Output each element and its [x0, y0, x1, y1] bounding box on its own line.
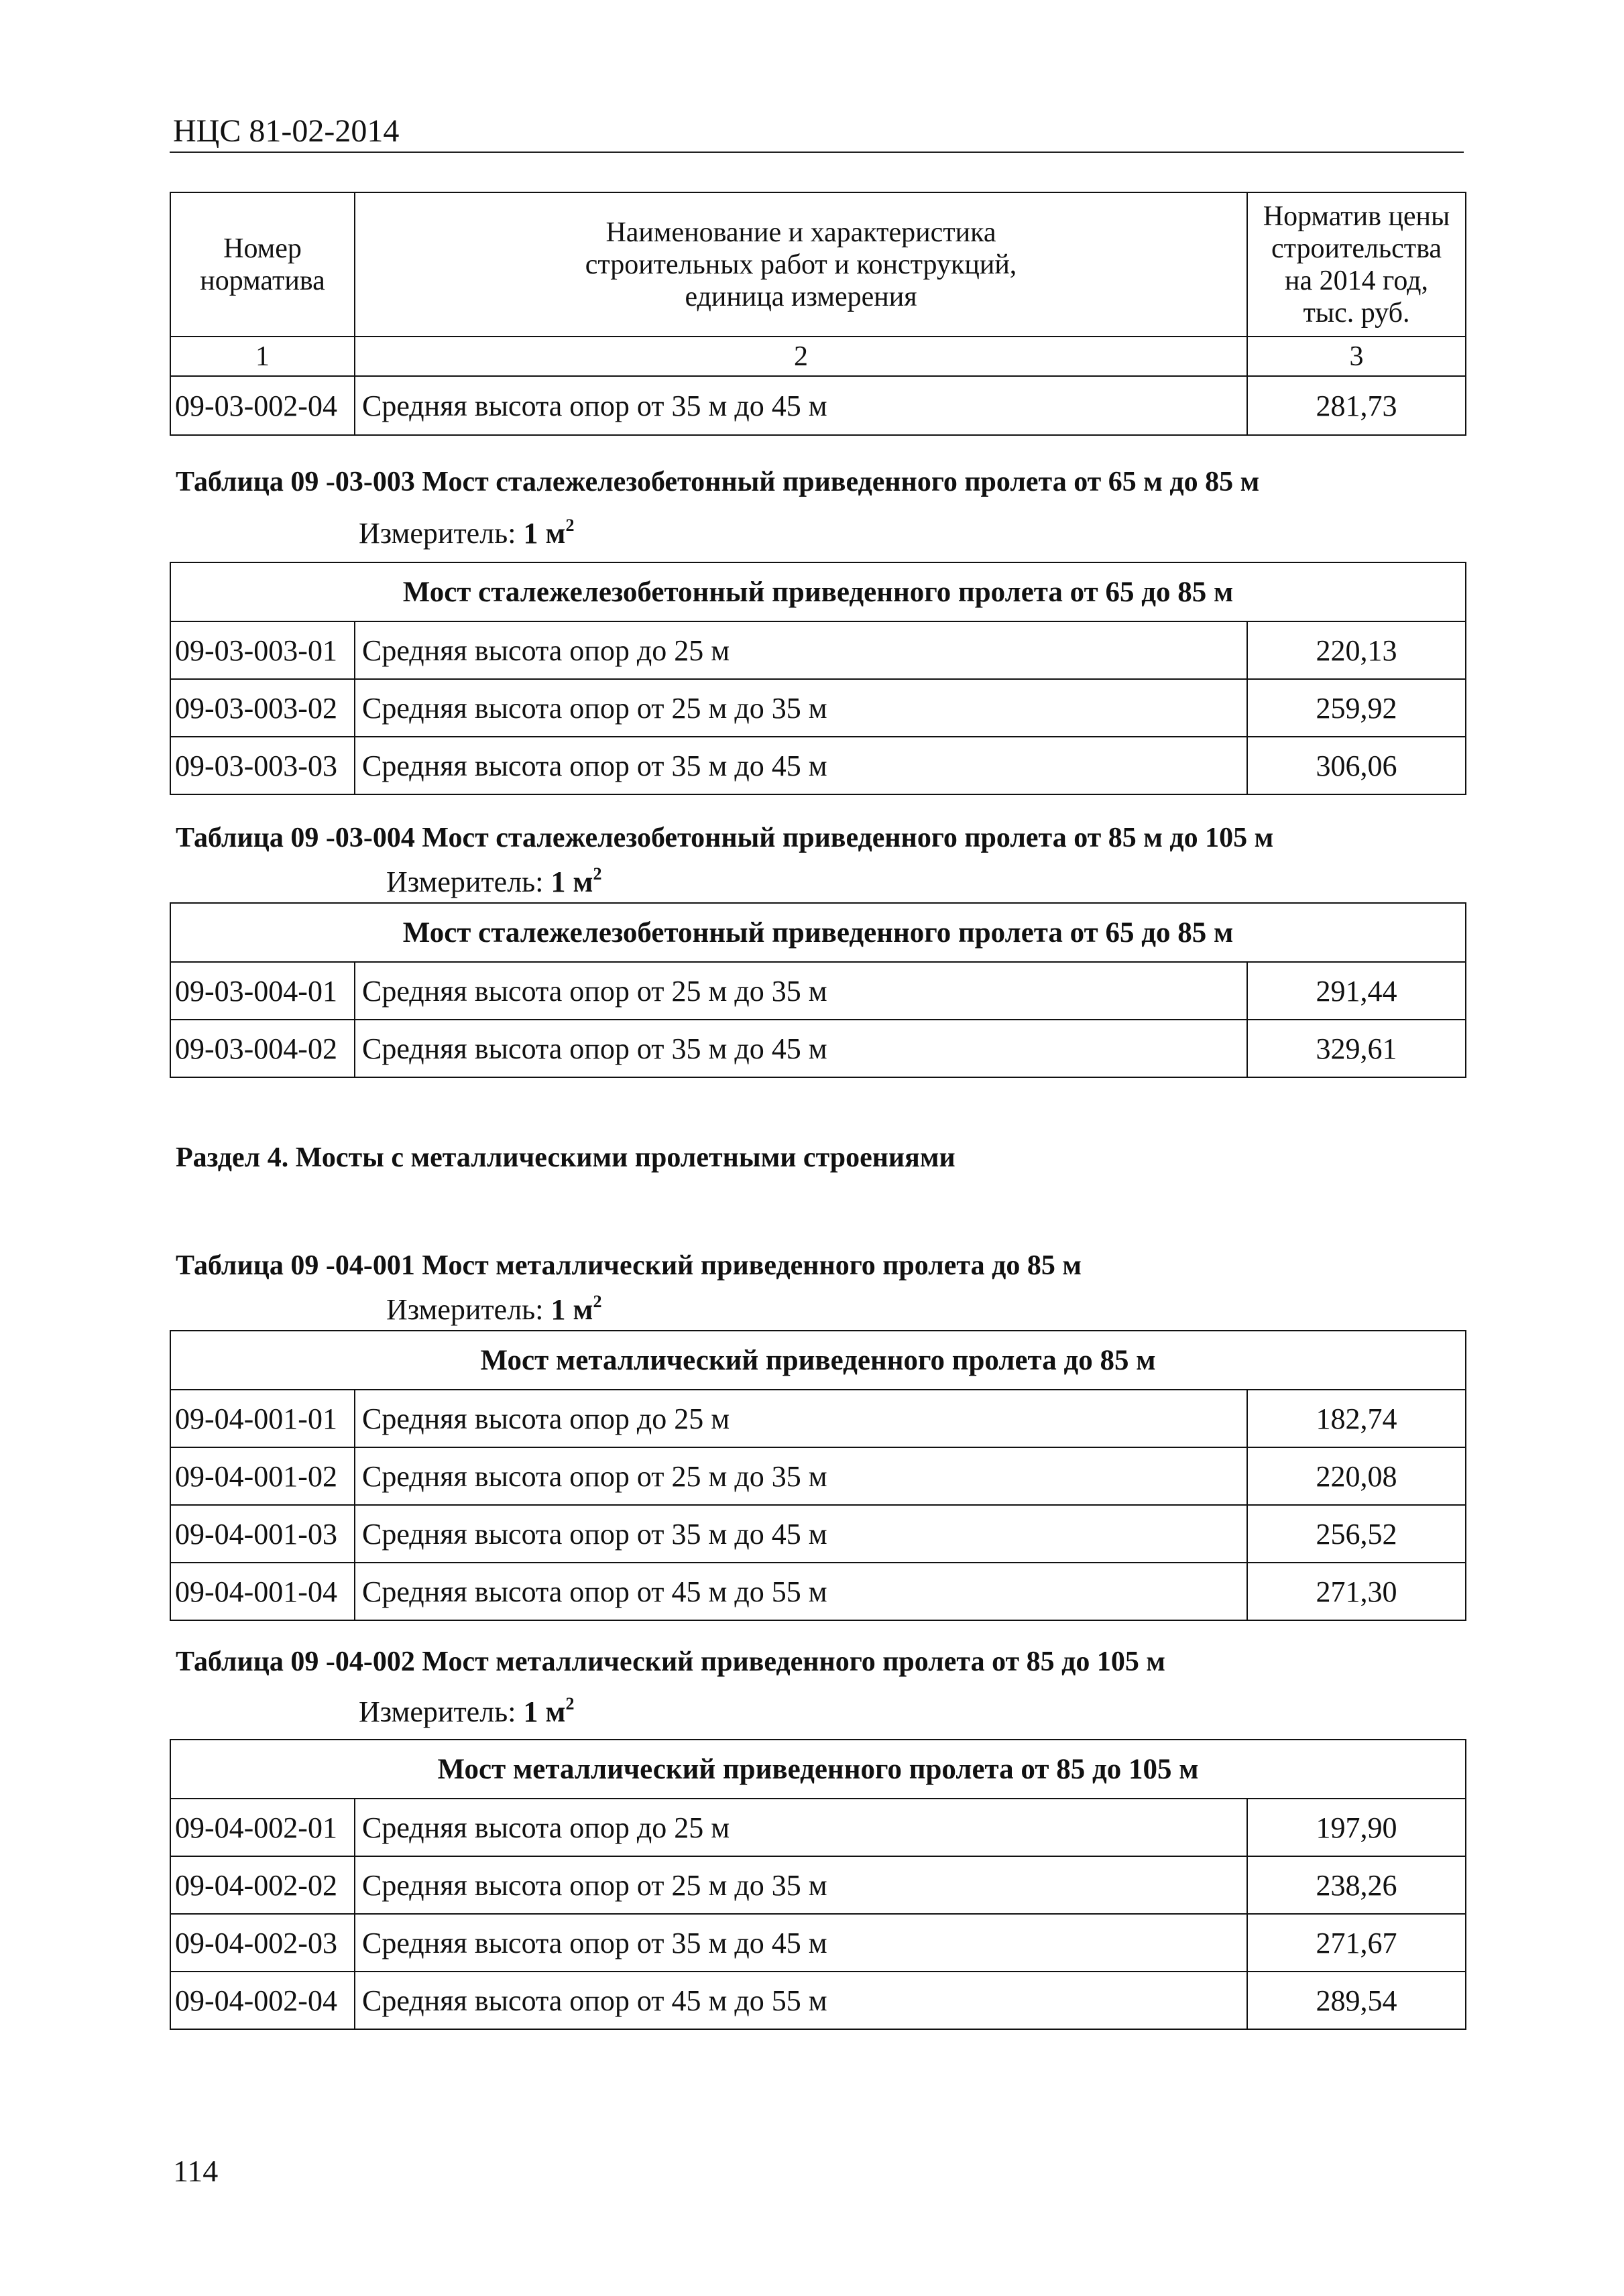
- header-rule: [170, 152, 1464, 153]
- column-header-name: Наименование и характеристика строительных работ и конструкций, единица измерения: [355, 192, 1247, 337]
- unit-value: 1 м: [523, 1695, 566, 1728]
- table-caption: Мост сталежелезобетонный приведенного пролета от 65 до 85 м: [170, 562, 1466, 621]
- unit-label: Измеритель:: [359, 517, 516, 550]
- table-row: [170, 1972, 1466, 2029]
- column-header-code: Номер норматива: [170, 192, 355, 337]
- norm-code: 09-04-002-01: [170, 1799, 355, 1856]
- table-caption-row: [170, 1331, 1466, 1390]
- unit-line: [359, 1695, 574, 1729]
- norm-code: 09-03-002-04: [170, 376, 355, 435]
- unit-label: Измеритель:: [359, 1695, 516, 1728]
- unit-line: [386, 1293, 601, 1327]
- table-title: Таблица 09 -04-002 Мост металлический приведенного пролета от 85 до 105 м: [176, 1646, 1166, 1677]
- unit-exponent: 2: [565, 1694, 575, 1713]
- unit-line: [359, 517, 574, 550]
- unit-label: Измеритель:: [386, 865, 544, 898]
- norm-code: 09-03-003-02: [170, 679, 355, 737]
- table-row: [170, 1390, 1466, 1447]
- norm-code: 09-03-003-01: [170, 621, 355, 679]
- table-caption: Мост металлический приведенного пролета до 85 м: [170, 1331, 1466, 1390]
- table-caption: Мост сталежелезобетонный приведенного пролета от 65 до 85 м: [170, 903, 1466, 962]
- norm-value: 289,54: [1247, 1972, 1466, 2029]
- table-title: Таблица 09 -03-003 Мост сталежелезобетонный приведенного пролета от 65 м до 85 м: [176, 467, 1260, 497]
- table-row: [170, 962, 1466, 1020]
- unit-exponent: 2: [565, 516, 575, 535]
- unit-exponent: 2: [593, 864, 602, 884]
- table-row: [170, 1914, 1466, 1972]
- norm-value: 306,06: [1247, 737, 1466, 794]
- norm-name: Средняя высота опор до 25 м: [355, 1799, 1247, 1856]
- norm-name: Средняя высота опор до 25 м: [355, 1390, 1247, 1447]
- norm-code: 09-04-001-03: [170, 1505, 355, 1563]
- table-row: [170, 1447, 1466, 1505]
- norm-code: 09-04-002-04: [170, 1972, 355, 2029]
- table-row: [170, 737, 1466, 794]
- norm-value: 271,67: [1247, 1914, 1466, 1972]
- norm-table: [170, 1739, 1466, 2030]
- norm-value: 238,26: [1247, 1856, 1466, 1914]
- norm-name: Средняя высота опор от 35 м до 45 м: [355, 1914, 1247, 1972]
- table-row: [170, 1856, 1466, 1914]
- norm-code: 09-04-001-01: [170, 1390, 355, 1447]
- table-header-row: [170, 192, 1466, 337]
- table-row: [170, 1799, 1466, 1856]
- norm-value: 220,13: [1247, 621, 1466, 679]
- norm-value: 281,73: [1247, 376, 1466, 435]
- norm-code: 09-04-001-04: [170, 1563, 355, 1620]
- table-row: [170, 679, 1466, 737]
- norm-table: [170, 902, 1466, 1078]
- norm-name: Средняя высота опор от 25 м до 35 м: [355, 679, 1247, 737]
- unit-value: 1 м: [550, 1293, 593, 1326]
- document-code-header: НЦС 81-02-2014: [173, 113, 400, 149]
- norm-name: Средняя высота опор от 45 м до 55 м: [355, 1972, 1247, 2029]
- table-caption-row: [170, 562, 1466, 621]
- table-row: [170, 1505, 1466, 1563]
- norm-value: 271,30: [1247, 1563, 1466, 1620]
- table-row: [170, 621, 1466, 679]
- table-row: [170, 1563, 1466, 1620]
- norm-value: 259,92: [1247, 679, 1466, 737]
- norm-name: Средняя высота опор от 35 м до 45 м: [355, 376, 1247, 435]
- norm-name: Средняя высота опор до 25 м: [355, 621, 1247, 679]
- norm-code: 09-04-002-02: [170, 1856, 355, 1914]
- table-row: [170, 1020, 1466, 1077]
- norm-value: 182,74: [1247, 1390, 1466, 1447]
- table-title: Таблица 09 -04-001 Мост металлический приведенного пролета до 85 м: [176, 1250, 1082, 1281]
- norm-code: 09-03-004-02: [170, 1020, 355, 1077]
- table-caption: Мост металлический приведенного пролета от 85 до 105 м: [170, 1740, 1466, 1799]
- table-caption-row: [170, 903, 1466, 962]
- norm-name: Средняя высота опор от 25 м до 35 м: [355, 1447, 1247, 1505]
- norm-value: 197,90: [1247, 1799, 1466, 1856]
- norm-name: Средняя высота опор от 35 м до 45 м: [355, 1020, 1247, 1077]
- norm-name: Средняя высота опор от 25 м до 35 м: [355, 1856, 1247, 1914]
- norm-name: Средняя высота опор от 45 м до 55 м: [355, 1563, 1247, 1620]
- table-row: [170, 376, 1466, 435]
- norm-name: Средняя высота опор от 35 м до 45 м: [355, 737, 1247, 794]
- norm-name: Средняя высота опор от 35 м до 45 м: [355, 1505, 1247, 1563]
- norm-code: 09-03-004-01: [170, 962, 355, 1020]
- norm-table: [170, 562, 1466, 795]
- column-number-row: [170, 337, 1466, 376]
- column-number: 3: [1247, 337, 1466, 376]
- column-number: 2: [355, 337, 1247, 376]
- norm-value: 256,52: [1247, 1505, 1466, 1563]
- column-header-price: Норматив цены строительства на 2014 год, тыс. руб.: [1247, 192, 1466, 337]
- table-caption-row: [170, 1740, 1466, 1799]
- norm-value: 220,08: [1247, 1447, 1466, 1505]
- norm-code: 09-03-003-03: [170, 737, 355, 794]
- norm-name: Средняя высота опор от 25 м до 35 м: [355, 962, 1247, 1020]
- column-number: 1: [170, 337, 355, 376]
- norm-code: 09-04-002-03: [170, 1914, 355, 1972]
- norm-code: 09-04-001-02: [170, 1447, 355, 1505]
- unit-value: 1 м: [523, 517, 566, 550]
- page-number: 114: [173, 2154, 219, 2188]
- section-title: Раздел 4. Мосты с металлическими пролетными строениями: [176, 1142, 955, 1173]
- norm-value: 329,61: [1247, 1020, 1466, 1077]
- norm-table: [170, 1330, 1466, 1621]
- unit-exponent: 2: [593, 1292, 602, 1311]
- unit-label: Измеритель:: [386, 1293, 544, 1326]
- continued-norm-table: [170, 192, 1466, 436]
- norm-value: 291,44: [1247, 962, 1466, 1020]
- unit-value: 1 м: [550, 865, 593, 898]
- table-title: Таблица 09 -03-004 Мост сталежелезобетонный приведенного пролета от 85 м до 105 м: [176, 823, 1274, 853]
- unit-line: [386, 865, 601, 899]
